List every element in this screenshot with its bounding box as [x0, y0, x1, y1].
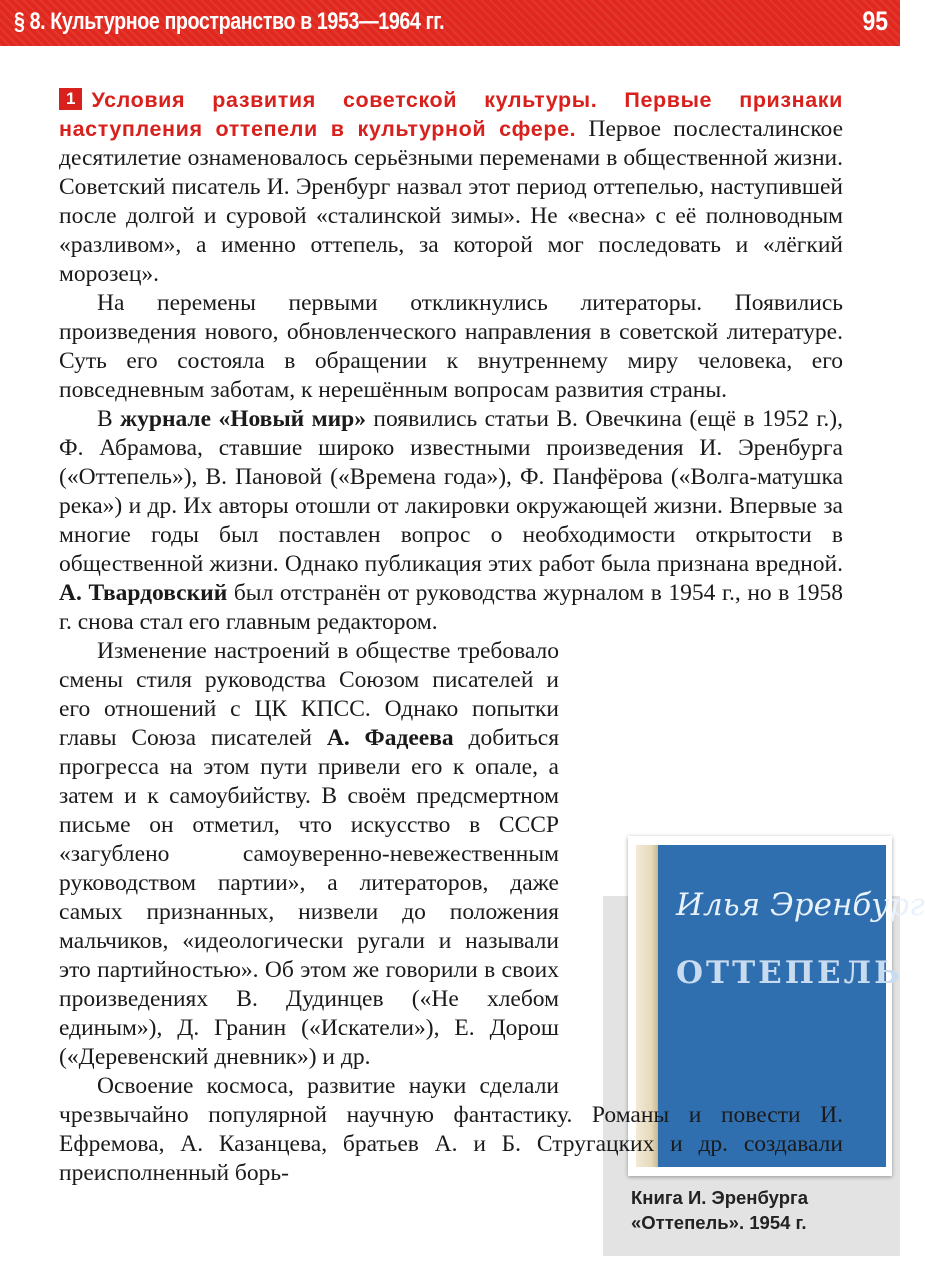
- section-number-badge: 1: [59, 88, 82, 110]
- paragraph-3: [59, 405, 843, 637]
- figure-caption: Книга И. Эренбурга «Оттепель». 1954 г.: [631, 1187, 808, 1233]
- paragraph-5: Освоение космоса, развитие науки сделали чрезвычайно популярной научную фантастику. Романы и повести И. Ефремова, А. Казанцева, братьев А. и Б. Стругацких и др. создавали преисполненный борь-: [59, 1073, 843, 1186]
- paragraph-4-text-a: Изменение настроений в обществе требовало смены стиля руководства Союзом писателей и его отношений с ЦК КПСС. Однако попытки главы Союза писателей: [59, 638, 559, 751]
- paragraph-4: [59, 637, 843, 1072]
- paragraph-3-text-a: В: [97, 406, 121, 432]
- figure-float-space: [573, 637, 843, 1077]
- section-heading: Условия развития советской культуры. Первые признаки наступления оттепели в культурной сфере.: [59, 88, 843, 141]
- paragraph-1: [59, 86, 843, 289]
- body-text: [59, 86, 843, 1188]
- chapter-title: § 8. Культурное пространство в 1953—1964 гг.: [14, 8, 445, 35]
- paragraph-3-text-e: был отстранён от руководства журналом в 1954 г., но в 1958 г. снова стал его главным редактором.: [59, 580, 843, 635]
- paragraph-2: На перемены первыми откликнулись литераторы. Появились произведения нового, обновленческого направления в советской литературе. Суть его состояла в обращении к внутреннему миру человека, его повседневным заботам, к нерешённым вопросам развития страны.: [59, 290, 843, 403]
- novy-mir-term: журнале «Новый мир»: [120, 406, 366, 432]
- chapter-header-bar: [0, 0, 900, 46]
- paragraph-3-text-c: появились статьи В. Овечкина (ещё в 1952 г.), Ф. Абрамова, ставшие широко известными произведения И. Эренбурга («Оттепель»), В. Пановой («Времена года»), Ф. Панфёрова («Волга-матушка река») и др. Их авторы отошли от лакировки окружающей жизни. Впервые за многие годы был поставлен вопрос о необходимости открытости в общественной жизни. Однако публикация этих работ была признана вредной.: [59, 406, 843, 577]
- book-cover-title: ОТТЕПЕЛЬ: [676, 955, 903, 991]
- paragraph-1-text: Первое послесталинское десятилетие ознаменовалось серьёзными переменами в общественной жизни. Советский писатель И. Эренбург назвал этот период оттепелью, наступившей после долгой и суровой «сталинской зимы». Не «весна» с её полноводным «разливом», а именно оттепель, за которой мог последовать и «лёгкий морозец».: [59, 116, 844, 287]
- book-cover-author: Илья Эренбург: [676, 887, 925, 923]
- fadeev-name: А. Фадеева: [326, 725, 454, 751]
- tvardovsky-name: А. Твардовский: [59, 580, 228, 606]
- page-number: 95: [862, 6, 888, 36]
- paragraph-4-text-c: добиться прогресса на этом пути привели его к опале, а затем и к самоубийству. В своём предсмертном письме он отметил, что искусство в СССР «загублено самоуверенно-невежественным руководством партии», а литераторов, даже самых признанных, низвели до положения мальчиков, «идеологически ругали и называли это партийностью». Об этом же говорили в своих произведениях В. Дудинцев («Не хлебом единым»), Д. Гранин («Искатели»), Е. Дорош («Деревенский дневник») и др.: [59, 725, 560, 1070]
